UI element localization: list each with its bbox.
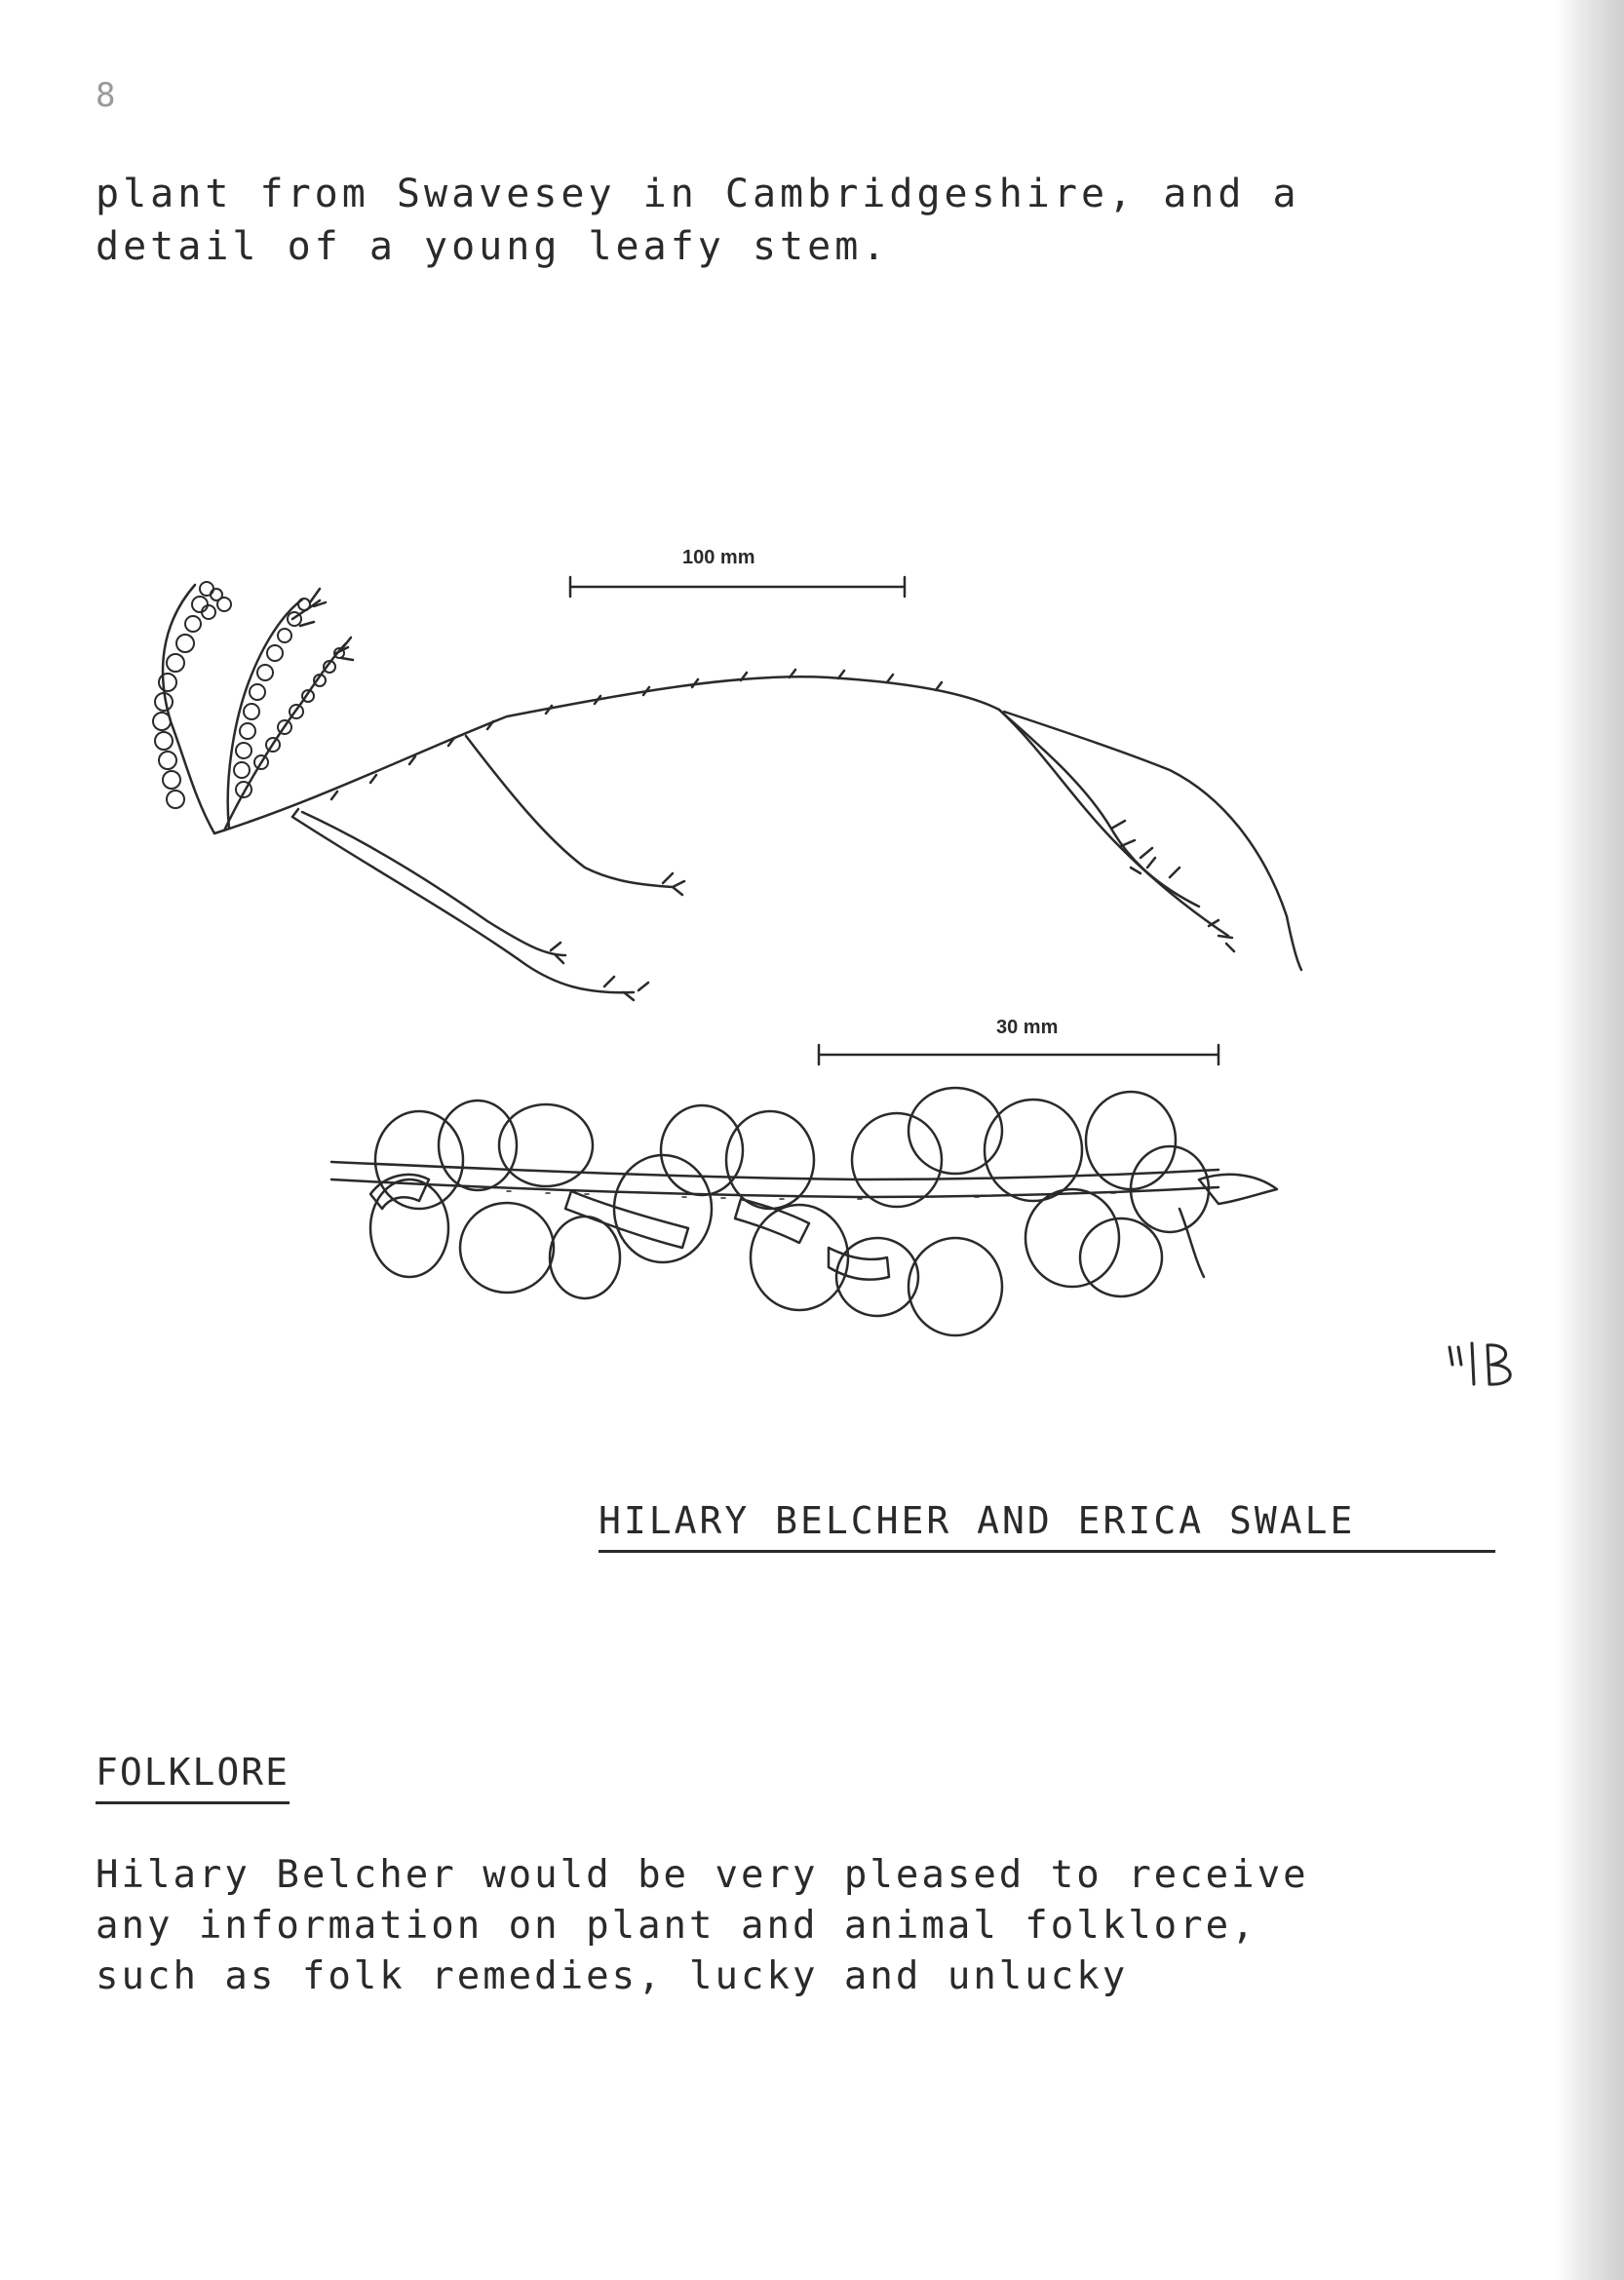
initials-hb-mark [1450,1343,1510,1384]
plant-illustration [0,507,1624,1443]
folklore-paragraph: Hilary Belcher would be very pleased to receive any information on plant and animal folklore, such as folk remedies, lucky and unlucky [96,1853,1309,1998]
scale-bar-30mm [819,1045,1218,1064]
leafy-stem-detail-drawing [331,1045,1277,1335]
scale-label-30mm: 30 mm [996,1017,1059,1038]
folklore-heading: FOLKLORE [96,1751,290,1804]
scale-bar-100mm [570,577,905,597]
intro-text: plant from Swavesey in Cambridgeshire, and a detail of a young leafy stem. [96,172,1300,269]
author-credit: HILARY BELCHER AND ERICA SWALE [599,1499,1495,1553]
page-number: 8 [96,76,116,115]
whole-plant-drawing [153,577,1301,1000]
scale-label-100mm: 100 mm [682,547,755,568]
